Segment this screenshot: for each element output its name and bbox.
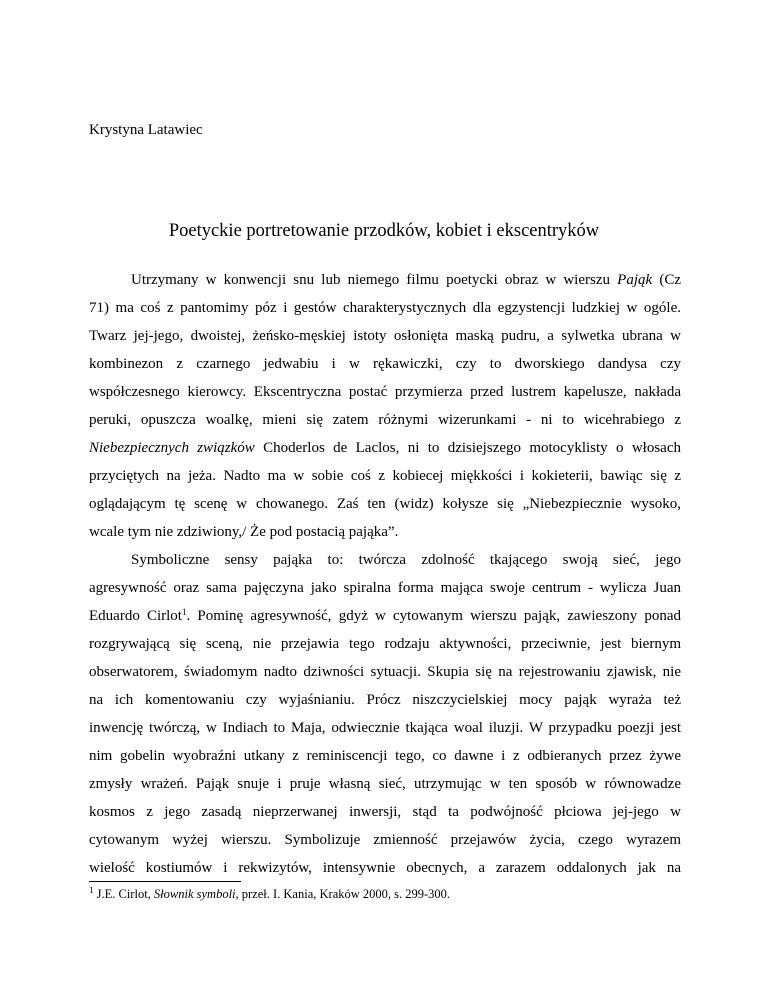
article-title: Poetyckie portretowanie przodków, kobiet i ekscentryków	[168, 221, 600, 241]
footnote	[89, 886, 450, 902]
text-span: . Pominę agresywność, gdyż w cytowanym wierszu pająk, zawieszony ponad	[186, 608, 681, 624]
footnote-text: J.E. Cirlot,	[93, 887, 154, 901]
footnote-reference[interactable]: 1	[181, 607, 187, 617]
text-span: Eduardo Cirlot	[89, 608, 182, 624]
text-span: (Cz	[652, 272, 681, 288]
paragraph-2-line: cytowanym wyżej wierszu. Symbolizuje zmienność przejawów życia, czego wyrazem	[89, 832, 681, 848]
paragraph-2-line: zmysły wrażeń. Pająk snuje i pruje własną sieć, utrzymując w ten sposób w równowadze	[89, 776, 681, 792]
text-span: Choderlos de Laclos, ni to dzisiejszego motocyklisty o włosach	[254, 440, 681, 456]
paragraph-2-line: nim gobelin wyobraźni utkany z reminiscencji tego, co dawne i z odbieranych przez żywe	[89, 748, 681, 764]
footnote-number: 1	[89, 885, 94, 895]
paragraph-1-line: 71) ma coś z pantomimy póz i gestów charakterystycznych dla egzystencji ludzkiej w ogóle.	[89, 300, 681, 316]
footnote-book-title: Słownik symboli	[153, 887, 236, 901]
footnote-separator	[89, 881, 241, 882]
paragraph-2-line: inwencję twórczą, w Indiach to Maja, odwiecznie tkająca woal iluzji. W przypadku poezji jest	[89, 720, 681, 736]
novel-title: Niebezpiecznych związków	[89, 440, 255, 456]
footnote-text: , przeł. I. Kania, Kraków 2000, s. 299-300.	[235, 887, 451, 901]
paragraph-1-line: wcale tym nie zdziwiony,/ Że pod postacią pająka”.	[89, 524, 399, 540]
paragraph-1-line: współczesnego kierowcy. Ekscentryczna postać przymierza przed lustrem kapelusze, nakłada	[89, 384, 681, 400]
paragraph-2-line: agresywność oraz sama pajęczyna jako spiralna forma mająca swoje centrum - wylicza Juan	[89, 580, 681, 596]
paragraph-2-line: obserwatorem, świadomym nadto dziwności sytuacji. Skupia się na rejestrowaniu zjawisk, nie	[89, 664, 681, 680]
paragraph-2-line: kosmos z jego zasadą nieprzerwanej inwersji, stąd ta podwójność płciowa jej-jego w	[89, 804, 681, 820]
paragraph-2-line: rozgrywającą się sceną, nie przejawia tego rodzaju aktywności, przeciwnie, jest biernym	[89, 636, 681, 652]
author-name: Krystyna Latawiec	[89, 122, 203, 138]
paragraph-1-line: Twarz jej-jego, dwoistej, żeńsko-męskiej istoty osłonięta maską pudru, a sylwetka ubrana w	[89, 328, 681, 344]
paragraph-1-line: przyciętych na jeża. Nadto ma w sobie coś z kobiecej miękkości i kokieterii, bawiąc się z	[89, 468, 681, 484]
paragraph-2-line: wielość kostiumów i rekwizytów, intensywnie obecnych, a zarazem oddalonych jak na	[89, 860, 681, 876]
paragraph-1-line: peruki, opuszcza woalkę, mieni się zatem różnymi wizerunkami - ni to wicehrabiego z	[89, 412, 681, 428]
paragraph-1-line: oglądającym tę scenę w chowanego. Zaś ten (widz) kołysze się „Niebezpiecznie wysoko,	[89, 496, 681, 512]
poem-title: Pająk	[617, 272, 653, 288]
paragraph-1-line	[131, 270, 681, 290]
text-span: Utrzymany w konwencji snu lub niemego filmu poetycki obraz w wierszu	[131, 272, 618, 288]
paragraph-2-line	[89, 606, 681, 626]
paragraph-1-line: kombinezon z czarnego jedwabiu i w rękawiczki, czy to dworskiego dandysa czy	[89, 356, 681, 372]
paragraph-2-line: na ich komentowaniu czy wyjaśnianiu. Prócz niszczycielskiej mocy pająk wyraża też	[89, 692, 681, 708]
paragraph-2-line: Symboliczne sensy pająka to: twórcza zdolność tkającego swoją sieć, jego	[131, 552, 681, 568]
paragraph-1-line	[89, 438, 681, 458]
